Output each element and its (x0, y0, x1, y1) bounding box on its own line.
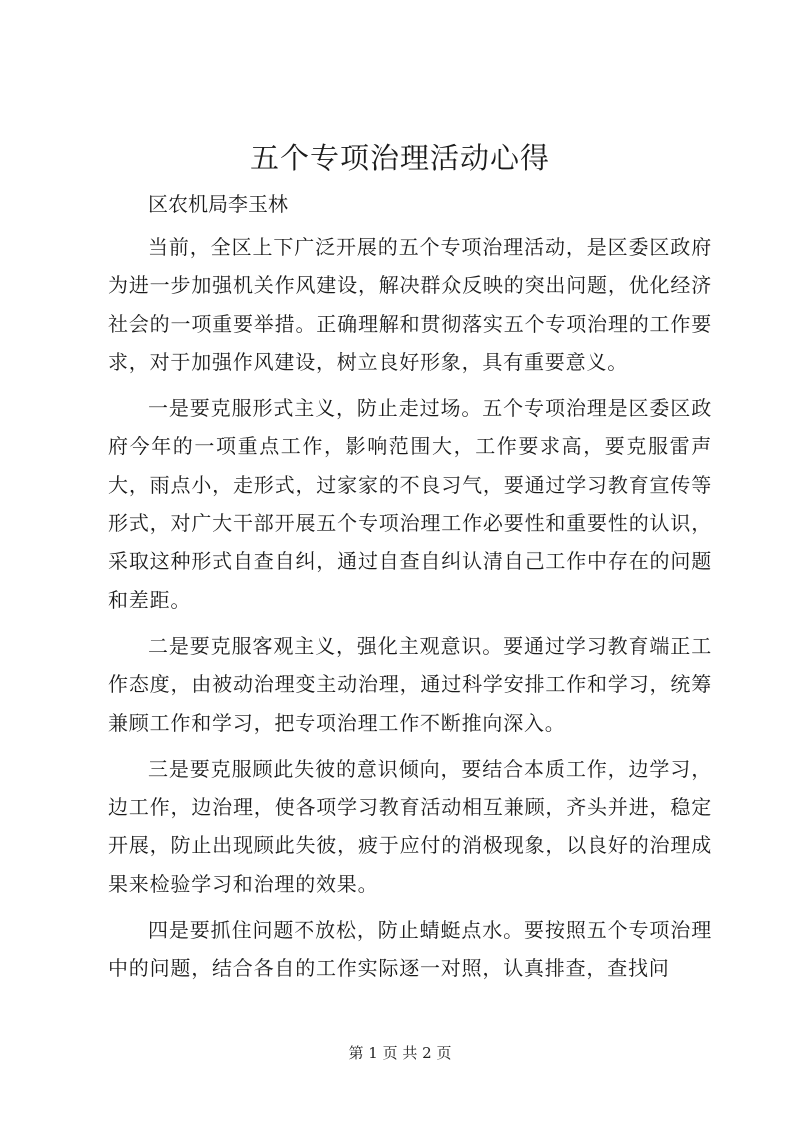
paragraph-point-3: 三是要克服顾此失彼的意识倾向，要结合本质工作，边学习，边工作，边治理，使各项学习教育活动相互兼顾，齐头并进，稳定开展，防止出现顾此失彼，疲于应付的消极现象，以良好的治理成果来检验学习和治理的效果。 (108, 756, 712, 896)
document-title: 五个专项治理活动心得 (249, 141, 550, 175)
paragraph-intro: 当前，全区上下广泛开展的五个专项治理活动，是区委区政府为进一步加强机关作风建设，解决群众反映的突出问题，优化经济社会的一项重要举措。正确理解和贯彻落实五个专项治理的工作要求，对于加强作风建设，树立良好形象，具有重要意义。 (108, 235, 712, 374)
author-line: 区农机局李玉林 (148, 192, 288, 216)
paragraph-point-4: 四是要抓住问题不放松，防止蜻蜓点水。要按照五个专项治理中的问题，结合各自的工作实际逐一对照，认真排查，查找问 (108, 918, 712, 981)
document-body (108, 184, 712, 996)
page-footer: 第 1 页 共 2 页 (348, 1044, 452, 1062)
paragraph-point-1: 一是要克服形式主义，防止走过场。五个专项治理是区委区政府今年的一项重点工作，影响范围大，工作要求高，要克服雷声大，雨点小，走形式，过家家的不良习气，要通过学习教育宣传等形式，对广大干部开展五个专项治理工作必要性和重要性的认识，采取这种形式自查自纠，通过自查自纠认清自己工作中存在的问题和差距。 (108, 396, 712, 612)
paragraph-point-2: 二是要克服客观主义，强化主观意识。要通过学习教育端正工作态度，由被动治理变主动治理，通过科学安排工作和学习，统筹兼顾工作和学习，把专项治理工作不断推向深入。 (108, 633, 712, 735)
